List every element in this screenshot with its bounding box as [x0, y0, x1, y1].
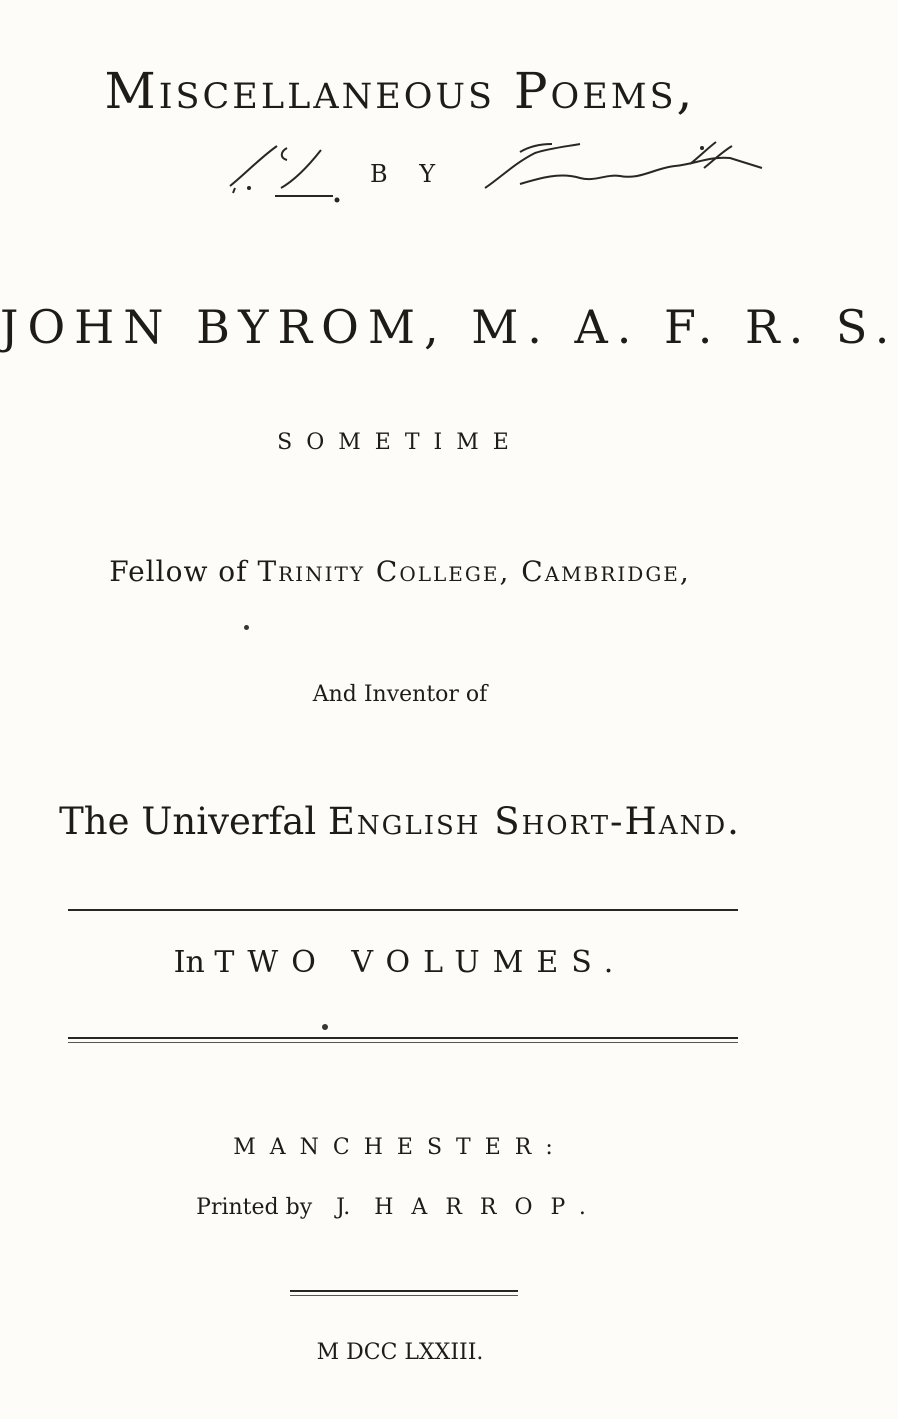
printer-name: HARROP. — [374, 1195, 604, 1220]
imprint-city: MANCHESTER: — [233, 1135, 567, 1160]
shorthand-system-line — [0, 800, 800, 843]
sometime-line: SOMETIME — [277, 430, 523, 455]
shorthand-left-glyph — [225, 138, 345, 208]
byline-row — [0, 138, 800, 208]
fellow-prefix: Fellow of — [109, 555, 248, 588]
top-rule — [68, 909, 738, 911]
volumes-prefix: In — [173, 945, 205, 980]
fellowship-line — [0, 555, 800, 588]
bottom-rule-secondary — [290, 1295, 518, 1296]
printed-by-label: Printed by — [196, 1195, 313, 1220]
bottom-rule — [290, 1290, 518, 1292]
inventor-line: And Inventor of — [312, 682, 488, 707]
volumes-count: TWO VOLUMES. — [214, 945, 627, 980]
author-name: JOHN BYROM, M. A. F. R. S. — [0, 300, 898, 354]
volumes-line — [0, 945, 800, 980]
shorthand-system-name: English Short-Hand. — [327, 800, 741, 843]
printer-line — [0, 1195, 800, 1220]
middle-rule-secondary — [68, 1042, 738, 1043]
shorthand-right-glyph — [480, 138, 770, 208]
by-label: B Y — [370, 160, 448, 188]
middle-rule — [68, 1037, 738, 1039]
book-title: Miscellaneous Poems, — [104, 62, 696, 120]
college-name: Trinity College, Cambridge, — [257, 555, 691, 588]
printer-initial: J. — [336, 1195, 351, 1220]
universal-prefix: The Univerfal — [59, 800, 317, 843]
publication-date: M DCC LXXIII. — [316, 1340, 484, 1365]
ornament-dot — [322, 1024, 328, 1030]
ornament-dot — [244, 625, 249, 630]
